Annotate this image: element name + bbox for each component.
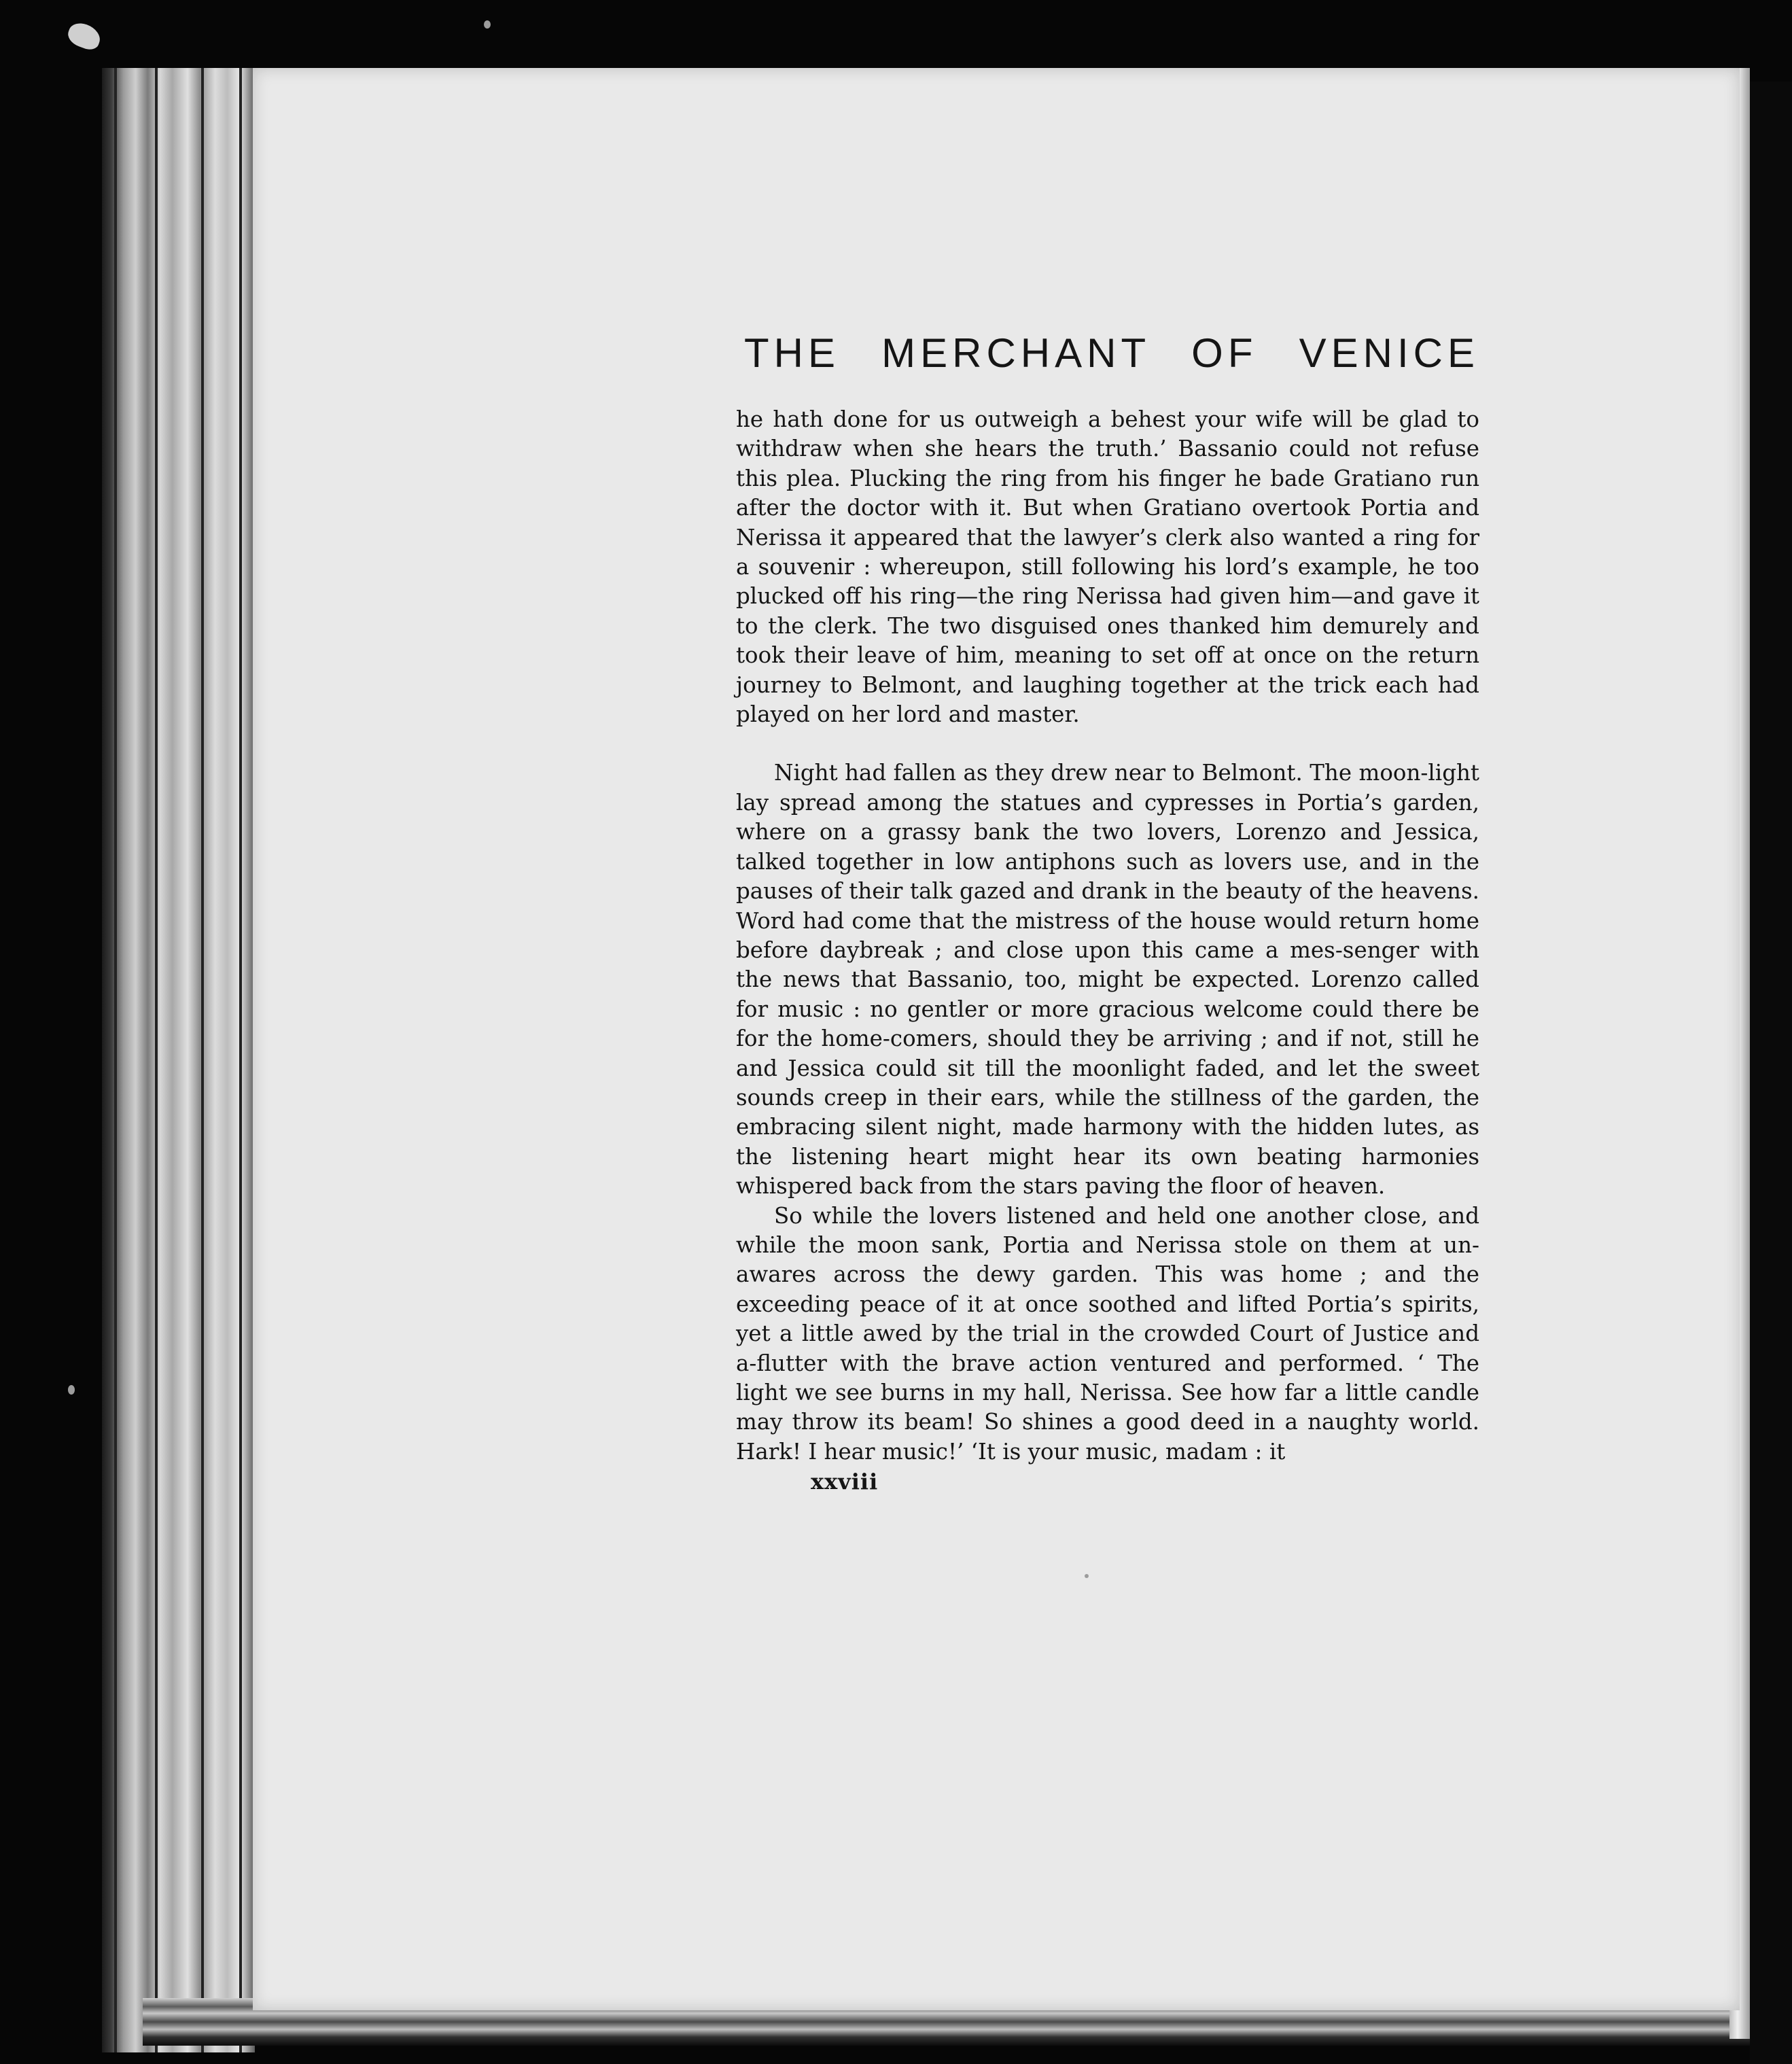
speck <box>68 1385 75 1395</box>
paragraph: So while the lovers listened and held one another close, and while the moon sank, Portia and Nerissa stole on them at un-awares across the dewy garden. This was home ; and the exceeding peace of it at once soothed and lifted Portia’s spirits, yet a little awed by the trial in the crowded Court of Justice and a-flutter with the brave action ventured and performed. ‘ The light we see burns in my hall, Nerissa. See how far a little candle may throw its beam! So shines a good deed in a naughty world. Hark! I hear music!’ ‘It is your music, madam : it <box>736 1202 1479 1465</box>
paragraph: he hath done for us outweigh a behest your wife will be glad to withdraw when she hears the truth.’ Bassanio could not refuse this plea. Plucking the ring from his finger he bade Gratiano run after the doctor with it. But when Gratiano overtook Portia and Nerissa it appeared that the lawyer’s clerk also wanted a ring for a souvenir : whereupon, still following his lord’s example, he too plucked off his ring—the ring Nerissa had given him—and gave it to the clerk. The two disguised ones thanked him demurely and took their leave of him, meaning to set off at once on the return journey to Belmont, and laughing together at the trick each had played on her lord and master. <box>736 406 1479 728</box>
paragraph: Night had fallen as they drew near to Belmont. The moon-light lay spread among the statues and cypresses in Portia’s garden, where on a grassy bank the two lovers, Lorenzo and Jessica, talked together in low antiphons such as lovers use, and in the pauses of their talk gazed and drank in the beauty of the heavens. Word had come that the mistress of the house would return home before daybreak ; and close upon this came a mes-senger with the news that Bassanio, too, might be expected. Lorenzo called for music : no gentler or more gracious welcome could there be for the home-comers, should they be arriving ; and if not, still he and Jessica could sit till the moonlight faded, and let the sweet sounds creep in their ears, while the stillness of the garden, the embracing silent night, made harmony with the hidden lutes, as the listening heart might hear its own beating harmonies whispered back from the stars paving the floor of heaven. <box>736 760 1479 1200</box>
corner-blemish <box>65 20 104 52</box>
spine-line <box>201 68 204 2052</box>
page-text-block <box>736 326 1479 1497</box>
spine-line <box>114 68 117 2052</box>
spine-line <box>239 68 242 2052</box>
scan-background-right <box>1750 82 1792 2064</box>
page-number: xxviii <box>811 1469 879 1495</box>
book-spine-edges <box>102 68 255 2052</box>
speck <box>1085 1574 1089 1578</box>
spine-line <box>155 68 158 2052</box>
running-title: THE MERCHANT OF VENICE <box>744 330 1479 376</box>
speck <box>484 20 491 29</box>
